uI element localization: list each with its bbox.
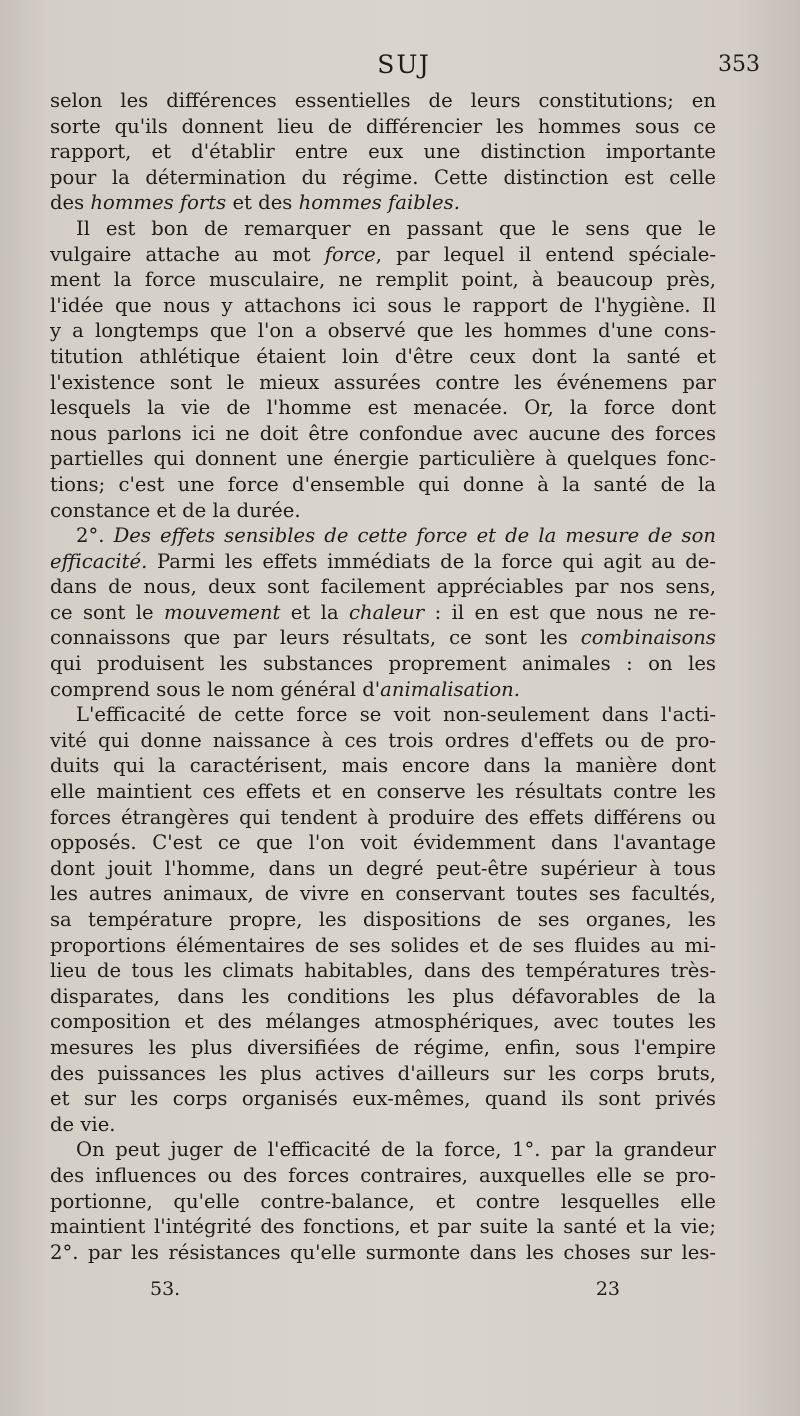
text-line: [50, 984, 716, 1010]
text-segment: et sur les corps organisés eux-mêmes, quand ils sont privés: [50, 1087, 716, 1111]
text-line: [50, 574, 716, 600]
text-line: [50, 267, 716, 293]
text-line: [50, 88, 716, 114]
text-line: [50, 1112, 716, 1138]
text-line: [50, 1035, 716, 1061]
text-line: [50, 318, 716, 344]
text-segment: y a longtemps que l'on a observé que les hommes d'une cons-: [50, 319, 716, 343]
italic-text-segment: mouvement: [164, 600, 281, 624]
text-line: [50, 805, 716, 831]
text-segment: Il est bon de remarquer en passant que le sens que le: [76, 216, 716, 240]
italic-text-segment: hommes faibles.: [298, 191, 460, 215]
text-segment: nous parlons ici ne doit être confondue avec aucune des forces: [50, 421, 716, 445]
text-segment: dont jouit l'homme, dans un degré peut-être supérieur à tous: [50, 856, 716, 880]
text-segment: mesures les plus diversifiées de régime, enfin, sous l'empire: [50, 1035, 716, 1059]
text-segment: lesquels la vie de l'homme est menacée. Or, la force dont: [50, 396, 716, 420]
text-segment: maintient l'intégrité des fonctions, et par suite la santé et la vie;: [50, 1215, 716, 1239]
text-segment: des influences ou des forces contraires, auxquelles elle se pro-: [50, 1163, 716, 1187]
text-segment: des puissances les plus actives d'ailleurs sur les corps bruts,: [50, 1061, 716, 1085]
text-segment: vulgaire attache au mot: [50, 242, 325, 266]
text-line: [50, 472, 716, 498]
text-line: [50, 625, 716, 651]
text-line: [50, 216, 716, 242]
text-segment: sorte qu'ils donnent lieu de différencier les hommes sous ce: [50, 114, 716, 138]
text-segment: connaissons que par leurs résultats, ce sont les: [50, 626, 581, 650]
text-line: [50, 1240, 716, 1266]
text-line: [50, 421, 716, 447]
text-line: [50, 1061, 716, 1087]
text-line: [50, 1137, 716, 1163]
text-segment: et des: [226, 191, 299, 215]
page-footer: [150, 1278, 620, 1306]
page-number: 353: [718, 52, 760, 77]
text-line: [50, 293, 716, 319]
text-line: [50, 677, 716, 703]
text-segment: L'efficacité de cette force se voit non-seulement dans l'acti-: [76, 703, 716, 727]
text-line: [50, 702, 716, 728]
text-segment: vité qui donne naissance à ces trois ordres d'effets ou de pro-: [50, 728, 716, 752]
text-segment: pour la détermination du régime. Cette distinction est celle: [50, 165, 716, 189]
text-segment: et la: [280, 600, 350, 624]
text-segment: constance et de la durée.: [50, 498, 301, 522]
text-segment: duits qui la caractérisent, mais encore dans la manière dont: [50, 754, 716, 778]
text-line: [50, 1163, 716, 1189]
signature-mark-right: 23: [595, 1278, 620, 1300]
text-line: [50, 958, 716, 984]
text-line: [50, 881, 716, 907]
text-segment: de vie.: [50, 1112, 116, 1136]
text-line: [50, 728, 716, 754]
text-segment: elle maintient ces effets et en conserve les résultats contre les: [50, 780, 716, 804]
text-segment: tions; c'est une force d'ensemble qui donne à la santé de la: [50, 472, 716, 496]
signature-mark-left: 53.: [150, 1278, 181, 1300]
italic-text-segment: chaleur: [349, 600, 425, 624]
text-line: [50, 651, 716, 677]
text-line: [50, 190, 716, 216]
text-line: [50, 344, 716, 370]
text-segment: composition et des mélanges atmosphériques, avec toutes les: [50, 1010, 716, 1034]
italic-text-segment: animalisation.: [380, 677, 521, 701]
text-segment: l'existence sont le mieux assurées contre les événemens par: [50, 370, 716, 394]
text-line: [50, 1214, 716, 1240]
text-segment: sa température propre, les dispositions de ses organes, les: [50, 908, 716, 931]
text-line: [50, 600, 716, 626]
body-text: [50, 88, 716, 1265]
text-line: [50, 856, 716, 882]
text-segment: ment la force musculaire, ne remplit point, à beaucoup près,: [50, 268, 716, 292]
text-line: [50, 1189, 716, 1215]
text-segment: On peut juger de l'efficacité de la force, 1°. par la grandeur: [76, 1138, 716, 1162]
text-segment: disparates, dans les conditions les plus défavorables de la: [50, 984, 716, 1008]
text-line: [50, 1086, 716, 1112]
text-segment: opposés. C'est ce que l'on voit évidemment dans l'avantage: [50, 831, 716, 855]
text-segment: rapport, et d'établir entre eux une distinction importante: [50, 140, 716, 164]
italic-text-segment: Des effets sensibles de cette force et de la mesure de son: [113, 524, 716, 548]
text-segment: les autres animaux, de vivre en conservant toutes ses facultés,: [50, 882, 716, 906]
text-segment: comprend sous le nom général d': [50, 677, 381, 701]
text-segment: forces étrangères qui tendent à produire des effets différens ou: [50, 805, 716, 829]
italic-text-segment: combinaisons: [580, 626, 716, 650]
text-line: [50, 114, 716, 140]
text-line: [50, 1009, 716, 1035]
text-segment: 2°. par les résistances qu'elle surmonte dans les choses sur les-: [50, 1240, 716, 1264]
text-line: [50, 830, 716, 856]
italic-text-segment: force: [324, 242, 376, 266]
text-segment: : il en est que nous ne re-: [424, 600, 716, 624]
text-segment: , par lequel il entend spéciale-: [375, 242, 716, 266]
text-line: [50, 242, 716, 268]
text-line: [50, 779, 716, 805]
text-segment: titution athlétique étaient loin d'être ceux dont la santé et: [50, 344, 716, 368]
running-head: [48, 50, 760, 86]
italic-text-segment: efficacité.: [50, 549, 148, 573]
text-line: [50, 907, 716, 933]
text-line: [50, 395, 716, 421]
text-segment: proportions élémentaires de ses solides et de ses fluides au mi-: [50, 933, 716, 957]
text-segment: dans de nous, deux sont facilement appréciables par nos sens,: [50, 575, 716, 599]
text-segment: qui produisent les substances proprement animales : on les: [50, 652, 716, 676]
text-segment: selon les différences essentielles de leurs constitutions; en: [50, 89, 716, 112]
text-line: [50, 753, 716, 779]
text-line: [50, 446, 716, 472]
text-segment: partielles qui donnent une énergie particulière à quelques fonc-: [50, 447, 716, 471]
text-line: [50, 549, 716, 575]
text-line: [50, 523, 716, 549]
text-segment: l'idée que nous y attachons ici sous le rapport de l'hygiène. Il: [50, 293, 716, 317]
text-line: [50, 139, 716, 165]
text-line: [50, 370, 716, 396]
text-segment: ce sont le: [50, 600, 165, 624]
text-segment: des: [50, 191, 91, 215]
text-segment: Parmi les effets immédiats de la force qui agit au de-: [147, 549, 716, 573]
italic-text-segment: hommes forts: [90, 191, 227, 215]
text-segment: portionne, qu'elle contre-balance, et contre lesquelles elle: [50, 1189, 716, 1213]
running-head-title: SUJ: [377, 50, 431, 79]
text-segment: 2°.: [76, 524, 114, 548]
text-line: [50, 498, 716, 524]
text-line: [50, 165, 716, 191]
text-segment: lieu de tous les climats habitables, dans des températures très-: [50, 959, 716, 983]
text-line: [50, 933, 716, 959]
